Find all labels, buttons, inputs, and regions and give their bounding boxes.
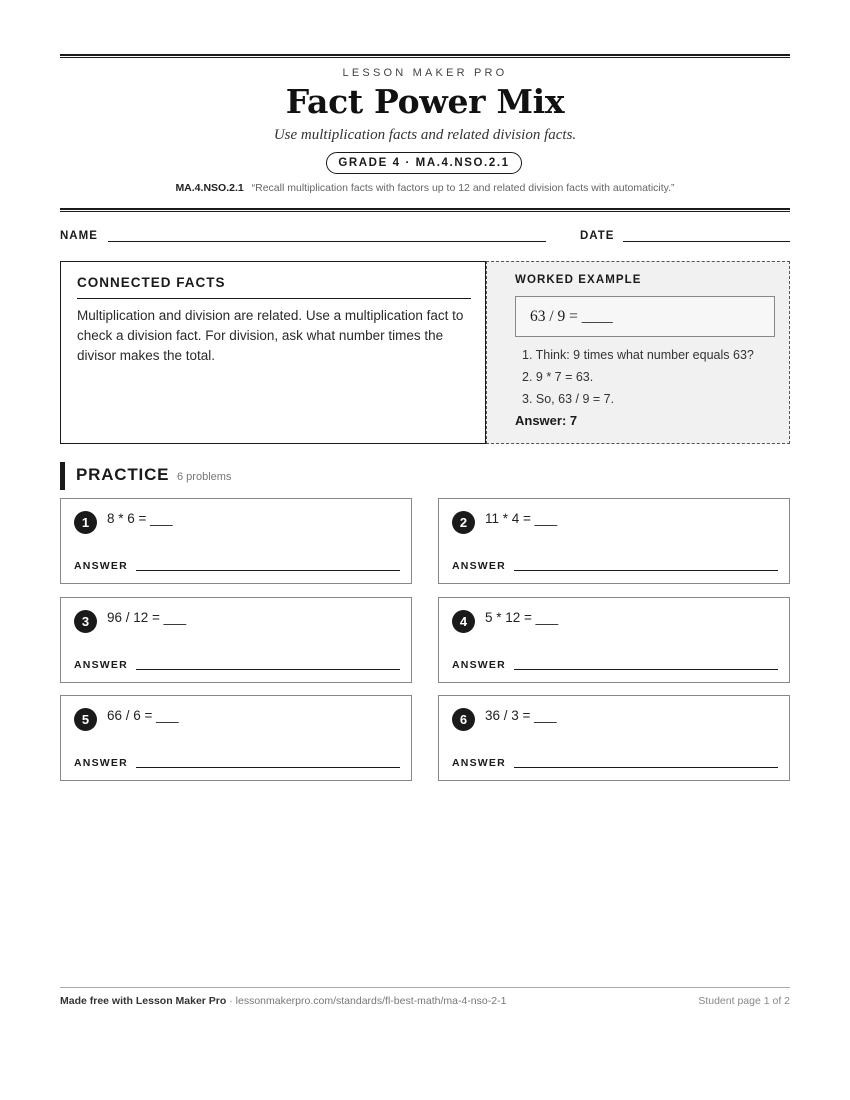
worked-example-steps	[522, 344, 792, 410]
problem-card	[438, 498, 790, 584]
footer-page-info: Student page 1 of 2	[698, 995, 790, 1007]
standard-description	[60, 182, 790, 194]
problem-card	[60, 597, 412, 683]
worked-example-problem: 63 / 9 = ____	[515, 296, 775, 337]
problem-card	[438, 695, 790, 781]
footer-credit	[60, 995, 506, 1007]
answer-field[interactable]	[136, 570, 400, 571]
problem-text: 5 * 12 = ___	[485, 610, 559, 625]
problem-text: 36 / 3 = ___	[485, 708, 557, 723]
answer-field[interactable]	[514, 669, 778, 670]
worked-step: 1. Think: 9 times what number equals 63?	[522, 348, 754, 362]
practice-accent-bar	[60, 462, 65, 490]
problem-text: 96 / 12 = ___	[107, 610, 187, 625]
worksheet-title: Fact Power Mix	[285, 82, 565, 121]
answer-label: ANSWER	[74, 757, 128, 769]
practice-count: 6 problems	[177, 471, 232, 483]
worked-example-answer: Answer: 7	[515, 413, 578, 428]
problem-number-badge: 3	[74, 610, 97, 633]
footer-url: · lessonmakerpro.com/standards/fl-best-math/ma-4-nso-2-1	[226, 995, 507, 1007]
worked-example-heading: WORKED EXAMPLE	[515, 274, 642, 286]
connected-facts-rule	[77, 298, 471, 299]
header-bottom-rule	[60, 208, 790, 212]
problem-text: 11 * 4 = ___	[485, 511, 558, 526]
answer-field[interactable]	[136, 767, 400, 768]
problem-card	[438, 597, 790, 683]
answer-field[interactable]	[514, 767, 778, 768]
worksheet-subtitle: Use multiplication facts and related division facts.	[273, 127, 577, 143]
problem-text: 66 / 6 = ___	[107, 708, 179, 723]
footer-made-with: Made free with Lesson Maker Pro	[60, 995, 227, 1007]
problem-card	[60, 695, 412, 781]
problem-card	[60, 498, 412, 584]
answer-field[interactable]	[514, 570, 778, 571]
practice-heading: PRACTICE	[76, 465, 170, 484]
answer-label: ANSWER	[74, 560, 128, 572]
worked-step: 3. So, 63 / 9 = 7.	[522, 392, 615, 406]
standard-text: “Recall multiplication facts with factors up to 12 and related division facts with automaticity.”	[251, 182, 675, 194]
grade-badge: GRADE 4 · MA.4.NSO.2.1	[326, 152, 522, 174]
worked-step: 2. 9 * 7 = 63.	[522, 370, 594, 384]
answer-label: ANSWER	[452, 560, 506, 572]
problem-number-badge: 4	[452, 610, 475, 633]
name-field[interactable]	[108, 241, 546, 242]
answer-label: ANSWER	[74, 659, 128, 671]
problem-number-badge: 2	[452, 511, 475, 534]
problem-number-badge: 6	[452, 708, 475, 731]
date-label: DATE	[580, 230, 615, 242]
problem-number-badge: 5	[74, 708, 97, 731]
date-field[interactable]	[623, 241, 790, 242]
connected-facts-box	[60, 261, 486, 444]
footer-rule	[60, 987, 790, 988]
standard-code: MA.4.NSO.2.1	[175, 182, 244, 194]
header-top-rule	[60, 54, 790, 58]
brand-name: LESSON MAKER PRO	[342, 67, 508, 79]
connected-facts-text: Multiplication and division are related. Use a multiplication fact to check a division fact. For division, ask what number times the divisor makes the total.	[77, 308, 464, 363]
answer-label: ANSWER	[452, 659, 506, 671]
connected-facts-heading: CONNECTED FACTS	[77, 275, 226, 290]
answer-field[interactable]	[136, 669, 400, 670]
worksheet-page	[60, 0, 790, 1100]
problem-number-badge: 1	[74, 511, 97, 534]
answer-label: ANSWER	[452, 757, 506, 769]
problem-text: 8 * 6 = ___	[107, 511, 173, 526]
student-info-row	[60, 230, 790, 246]
name-label: NAME	[60, 230, 98, 242]
